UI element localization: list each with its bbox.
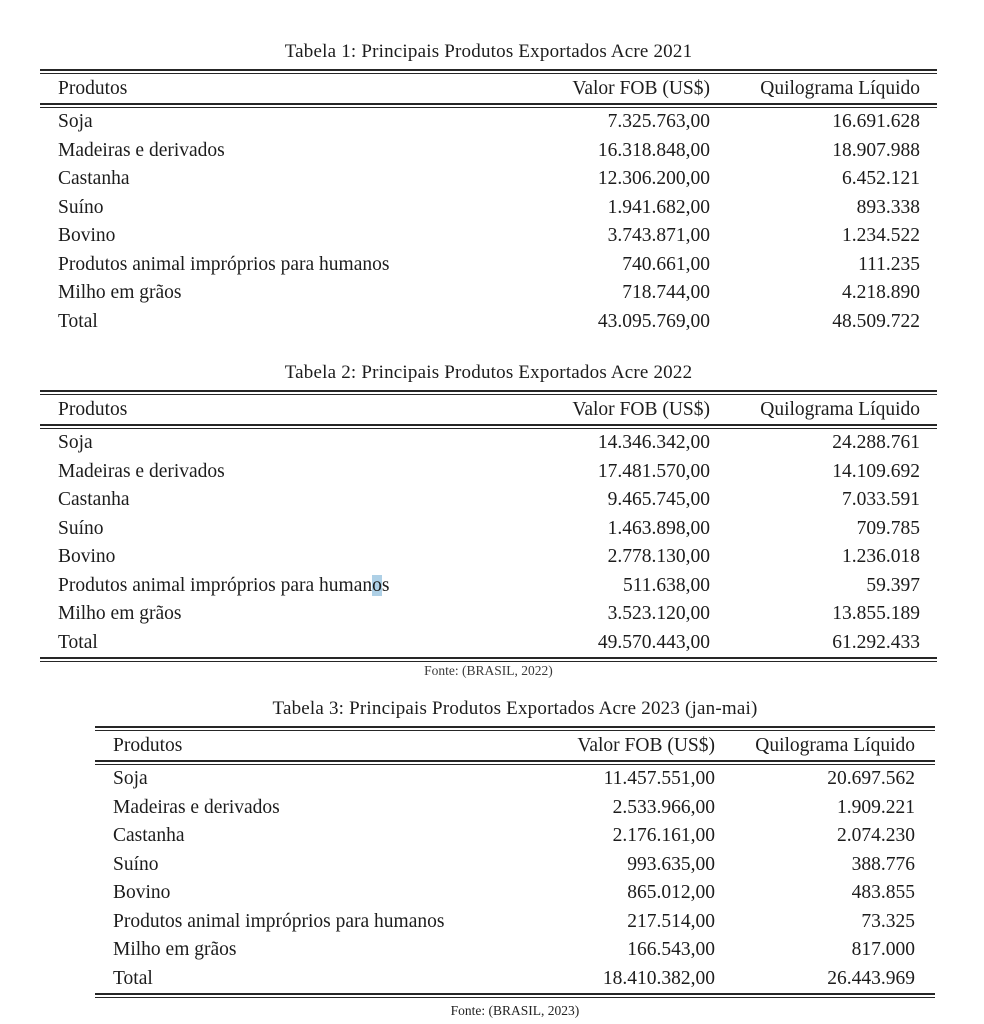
- table-row: [40, 572, 937, 601]
- table-2-header-row: [40, 395, 937, 424]
- product-cell: Soja: [58, 432, 93, 453]
- table-3-bottom-rule: [95, 993, 935, 998]
- quilograma-cell: 18.907.988: [832, 139, 920, 161]
- valor-fob-cell: 2.778.130,00: [607, 546, 710, 567]
- valor-fob-cell: 11.457.551,00: [603, 768, 715, 789]
- quilograma-cell: 388.776: [851, 853, 915, 875]
- valor-fob-cell: 993.635,00: [627, 853, 715, 875]
- product-cell: Milho em grãos: [113, 939, 237, 960]
- table-row: [95, 965, 935, 994]
- quilograma-cell: 4.218.890: [842, 282, 920, 303]
- table-2-body: [40, 429, 937, 657]
- table-row: [40, 600, 937, 629]
- valor-fob-cell: 166.543,00: [627, 939, 715, 960]
- quilograma-cell: 48.509.722: [832, 310, 920, 332]
- product-cell: Madeiras e derivados: [58, 139, 225, 161]
- table-row: [40, 515, 937, 544]
- table-row: [40, 308, 937, 337]
- product-cell: Produtos animal impróprios para humanos: [113, 910, 445, 932]
- selection-highlight: o: [372, 574, 382, 596]
- product-cell: Soja: [58, 111, 93, 132]
- table-row: [95, 765, 935, 794]
- table-row: [40, 629, 937, 658]
- table-3-title: Tabela 3: Principais Produtos Exportados Acre 2023 (jan-mai): [272, 698, 758, 719]
- product-cell: Bovino: [113, 882, 171, 903]
- quilograma-cell: 893.338: [856, 196, 920, 218]
- table-row: [40, 543, 937, 572]
- quilograma-cell: 59.397: [866, 574, 920, 596]
- valor-fob-cell: 17.481.570,00: [597, 460, 710, 482]
- table-3-block: [95, 697, 935, 1019]
- product-cell: Madeiras e derivados: [58, 460, 225, 482]
- table-row: [95, 936, 935, 965]
- table-3-header-row: [95, 731, 935, 760]
- table-row: [95, 822, 935, 851]
- column-header-quilograma: Quilograma Líquido: [760, 78, 920, 99]
- valor-fob-cell: 217.514,00: [627, 910, 715, 932]
- product-cell: Milho em grãos: [58, 603, 182, 624]
- valor-fob-cell: 740.661,00: [622, 253, 710, 275]
- quilograma-cell: 14.109.692: [832, 460, 920, 482]
- valor-fob-cell: 16.318.848,00: [597, 139, 710, 161]
- product-cell: Bovino: [58, 546, 116, 567]
- quilograma-cell: 6.452.121: [842, 168, 920, 189]
- valor-fob-cell: 1.941.682,00: [607, 196, 710, 218]
- product-cell: [40, 572, 460, 601]
- table-row: [95, 879, 935, 908]
- valor-fob-cell: 718.744,00: [622, 282, 710, 303]
- product-cell: Suíno: [58, 517, 104, 539]
- table-row: [40, 486, 937, 515]
- table-row: [40, 251, 937, 280]
- product-cell: Castanha: [113, 825, 185, 846]
- product-cell: Produtos animal impróprios para humanos: [58, 253, 390, 275]
- valor-fob-cell: 511.638,00: [622, 574, 710, 596]
- product-cell: Total: [58, 310, 98, 332]
- quilograma-cell: 111.235: [858, 253, 920, 275]
- product-cell: Soja: [113, 768, 148, 789]
- column-header-produtos: Produtos: [58, 399, 128, 420]
- quilograma-cell: 7.033.591: [842, 489, 920, 510]
- quilograma-cell: 16.691.628: [832, 111, 920, 132]
- table-row: [40, 194, 937, 223]
- valor-fob-cell: 14.346.342,00: [597, 432, 710, 453]
- product-cell: Castanha: [58, 489, 130, 510]
- valor-fob-cell: 49.570.443,00: [597, 631, 710, 653]
- table-row: [95, 851, 935, 880]
- valor-fob-cell: 3.743.871,00: [607, 225, 710, 246]
- valor-fob-cell: 12.306.200,00: [597, 168, 710, 189]
- quilograma-cell: 2.074.230: [837, 825, 915, 846]
- quilograma-cell: 817.000: [851, 939, 915, 960]
- product-cell: Madeiras e derivados: [113, 796, 280, 818]
- table-2-block: [40, 361, 937, 678]
- table-row: [40, 458, 937, 487]
- table-row: [95, 794, 935, 823]
- table-row: [95, 908, 935, 937]
- product-label-part: Produtos animal impróprios para human: [58, 574, 373, 596]
- table-row: [40, 137, 937, 166]
- product-cell: Total: [58, 631, 98, 653]
- product-cell: Castanha: [58, 168, 130, 189]
- table-row: [40, 165, 937, 194]
- table-row: [40, 108, 937, 137]
- quilograma-cell: 26.443.969: [827, 967, 915, 989]
- quilograma-cell: 73.325: [861, 910, 915, 932]
- column-header-valor-fob: Valor FOB (US$): [577, 735, 715, 756]
- table-2-bottom-rule: [40, 657, 937, 662]
- product-cell: Total: [113, 967, 153, 989]
- quilograma-cell: 1.236.018: [842, 546, 920, 567]
- table-3-source-note: Fonte: (BRASIL, 2023): [450, 1003, 580, 1018]
- product-cell: Suíno: [113, 853, 159, 875]
- column-header-quilograma: Quilograma Líquido: [760, 399, 920, 420]
- column-header-quilograma: Quilograma Líquido: [755, 735, 915, 756]
- valor-fob-cell: 7.325.763,00: [607, 111, 710, 132]
- quilograma-cell: 24.288.761: [832, 432, 920, 453]
- product-cell: Bovino: [58, 225, 116, 246]
- valor-fob-cell: 2.533.966,00: [612, 796, 715, 818]
- product-cell: Milho em grãos: [58, 282, 182, 303]
- column-header-valor-fob: Valor FOB (US$): [572, 399, 710, 420]
- table-3-body: [95, 765, 935, 993]
- product-cell: Suíno: [58, 196, 104, 218]
- valor-fob-cell: 1.463.898,00: [607, 517, 710, 539]
- valor-fob-cell: 9.465.745,00: [607, 489, 710, 510]
- valor-fob-cell: 2.176.161,00: [612, 825, 715, 846]
- quilograma-cell: 1.909.221: [837, 796, 915, 818]
- valor-fob-cell: 18.410.382,00: [602, 967, 715, 989]
- column-header-valor-fob: Valor FOB (US$): [572, 78, 710, 99]
- quilograma-cell: 13.855.189: [832, 603, 920, 624]
- quilograma-cell: 1.234.522: [842, 225, 920, 246]
- quilograma-cell: 20.697.562: [827, 768, 915, 789]
- valor-fob-cell: 865.012,00: [627, 882, 715, 903]
- valor-fob-cell: 3.523.120,00: [607, 603, 710, 624]
- quilograma-cell: 483.855: [851, 882, 915, 903]
- table-row: [40, 429, 937, 458]
- table-2-source-note-clipped: Fonte: (BRASIL, 2022): [424, 663, 553, 678]
- table-row: [40, 222, 937, 251]
- table-1-title: Tabela 1: Principais Produtos Exportados Acre 2021: [284, 41, 693, 62]
- quilograma-cell: 709.785: [856, 517, 920, 539]
- column-header-produtos: Produtos: [58, 78, 128, 99]
- table-1-header-row: [40, 74, 937, 103]
- product-label-part: s: [381, 574, 390, 596]
- table-1-body: [40, 108, 937, 336]
- column-header-produtos: Produtos: [113, 735, 183, 756]
- table-row: [40, 279, 937, 308]
- table-2-title: Tabela 2: Principais Produtos Exportados Acre 2022: [284, 362, 693, 383]
- table-1-block: [40, 40, 937, 336]
- valor-fob-cell: 43.095.769,00: [597, 310, 710, 332]
- quilograma-cell: 61.292.433: [832, 631, 920, 653]
- spacer: [0, 336, 984, 361]
